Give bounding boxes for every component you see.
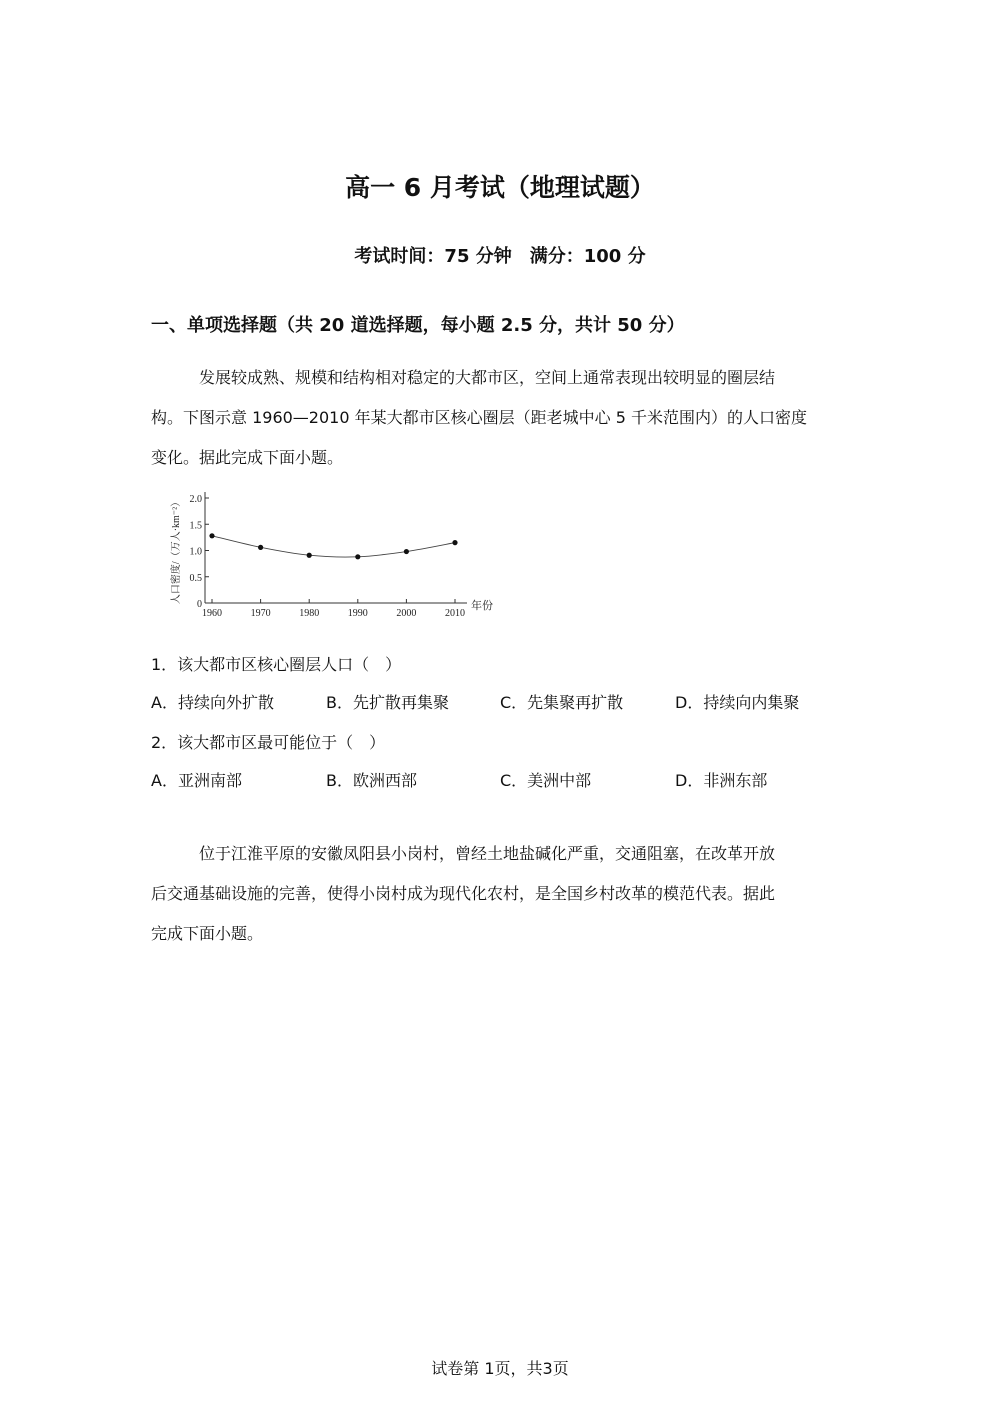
q2-option-b[interactable]: B．欧洲西部 <box>326 771 417 790</box>
data-point <box>355 554 360 559</box>
data-point <box>209 533 214 538</box>
x-tick-label: 2010 <box>445 608 465 619</box>
question-2-stem: 2．该大都市区最可能位于（ ） <box>151 733 386 752</box>
data-point <box>404 549 409 554</box>
q1-option-d[interactable]: D．持续向内集聚 <box>675 693 800 712</box>
x-tick-label: 2000 <box>396 608 417 619</box>
page-title: 高一 6 月考试（地理试题） <box>345 173 655 202</box>
y-tick-label: 1.5 <box>189 520 202 532</box>
data-point <box>307 553 312 558</box>
exam-info: 考试时间：75 分钟 满分：100 分 <box>354 246 646 267</box>
x-tick-label: 1990 <box>347 608 368 619</box>
x-tick-label: 1970 <box>250 608 271 619</box>
question-2-options <box>0 768 1000 792</box>
question-1-stem: 1．该大都市区核心圈层人口（ ） <box>151 655 402 674</box>
passage-2-line-1: 位于江淮平原的安徽凤阳县小岗村，曾经土地盐碱化严重，交通阻塞，在改革开放 <box>199 844 776 863</box>
q1-option-c[interactable]: C．先集聚再扩散 <box>500 693 624 712</box>
section-heading: 一、单项选择题（共 20 道选择题，每小题 2.5 分，共计 50 分） <box>151 315 685 336</box>
x-tick-label: 1980 <box>299 608 320 619</box>
passage-2-line-3: 完成下面小题。 <box>151 924 264 943</box>
data-point <box>258 545 263 550</box>
y-tick-label: 0.5 <box>189 572 202 584</box>
q2-option-d[interactable]: D．非洲东部 <box>675 771 768 790</box>
q1-option-b[interactable]: B．先扩散再集聚 <box>326 693 449 712</box>
y-tick-label: 0 <box>197 599 202 610</box>
passage-1-line-2: 构。下图示意 1960—2010 年某大都市区核心圈层（距老城中心 5 千米范围内）的人口密度 <box>151 408 807 427</box>
page-footer: 试卷第 1页，共3页 <box>431 1359 569 1378</box>
question-1-options <box>0 690 1000 714</box>
q1-option-a[interactable]: A．持续向外扩散 <box>151 693 274 712</box>
passage-1-line-3: 变化。据此完成下面小题。 <box>151 448 344 467</box>
passage-2 <box>151 834 851 954</box>
population-density-chart <box>160 485 510 625</box>
q2-option-c[interactable]: C．美洲中部 <box>500 771 592 790</box>
y-axis-label: 人口密度/（万人·km⁻²） <box>171 496 182 605</box>
x-tick-label: 1960 <box>202 608 222 619</box>
x-axis-label: 年份 <box>471 600 493 612</box>
passage-1 <box>151 358 851 478</box>
passage-1-line-1: 发展较成熟、规模和结构相对稳定的大都市区，空间上通常表现出较明显的圈层结 <box>199 368 776 387</box>
data-point <box>452 540 457 545</box>
y-tick-label: 1.0 <box>189 546 202 558</box>
passage-2-line-2: 后交通基础设施的完善，使得小岗村成为现代化农村，是全国乡村改革的模范代表。据此 <box>151 884 776 903</box>
series-line <box>212 536 455 557</box>
q2-option-a[interactable]: A．亚洲南部 <box>151 771 242 790</box>
y-tick-label: 2.0 <box>189 494 202 505</box>
